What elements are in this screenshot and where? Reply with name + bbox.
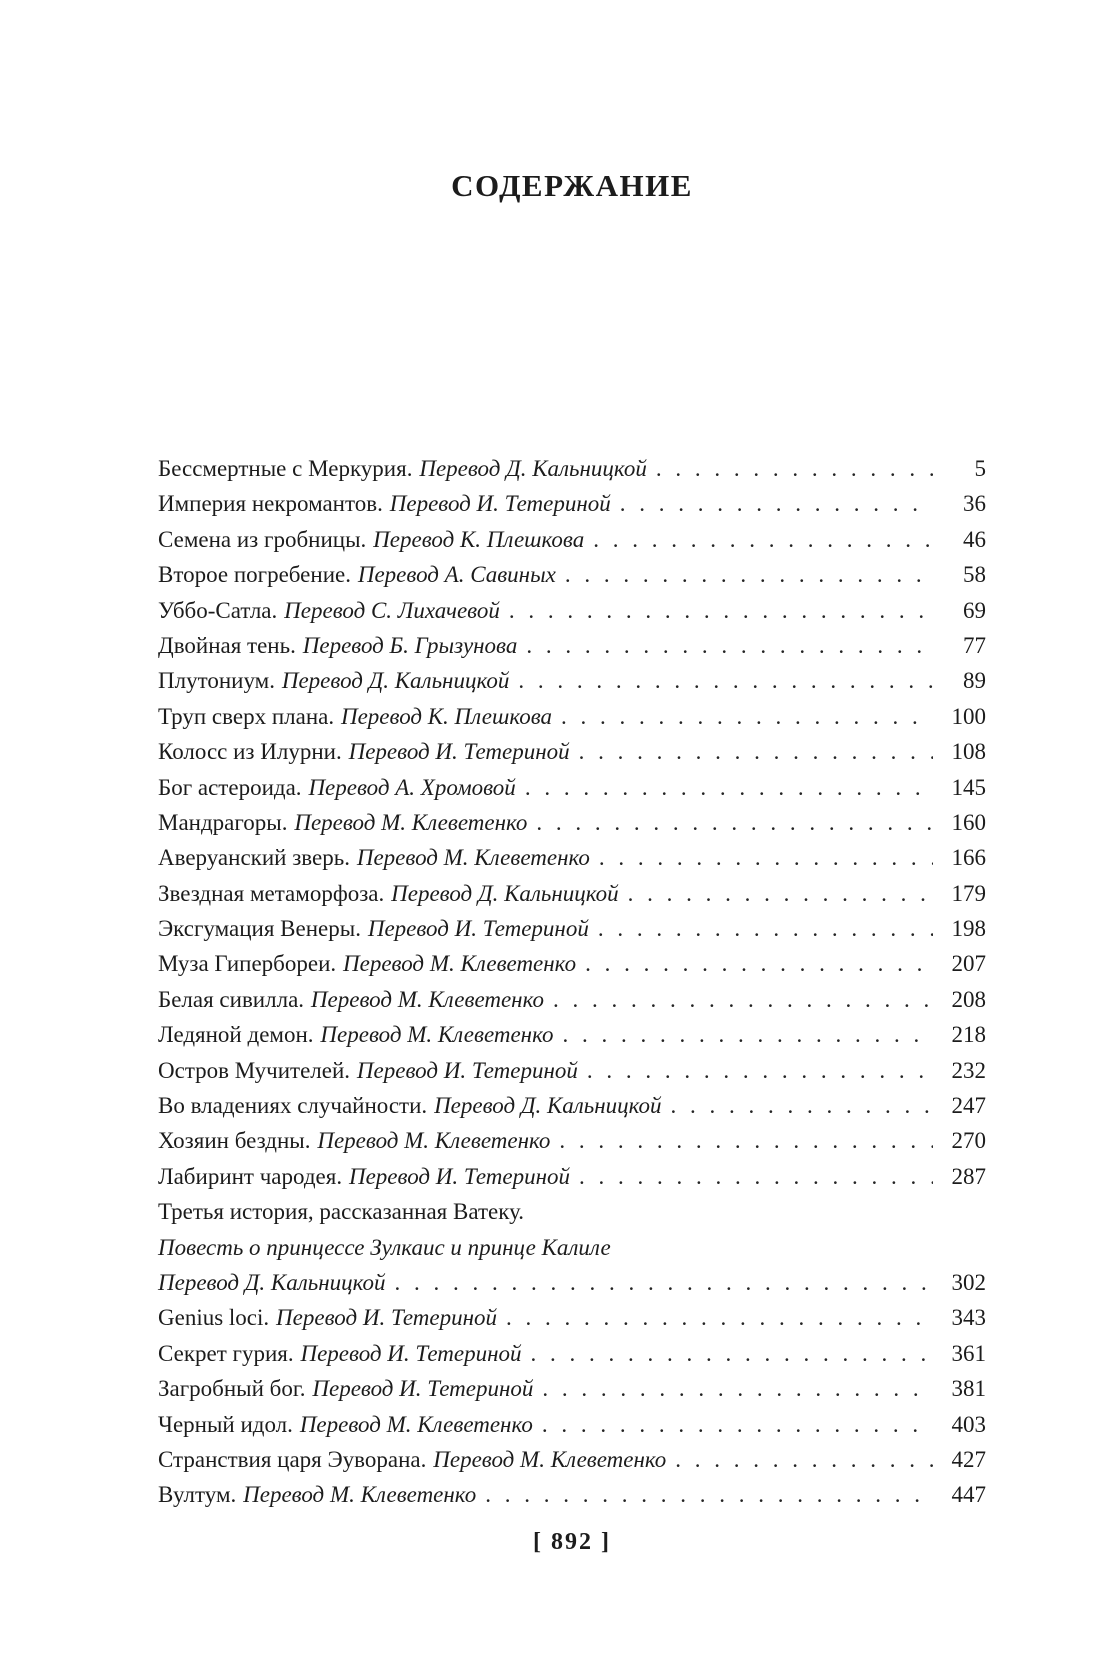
entry-translator: Перевод С. Лихачевой [284,597,500,623]
toc-row [158,734,986,769]
entry-title: Муза Гипербореи. [158,951,337,977]
entry-title: Уббо-Сатла. [158,597,278,623]
dot-leader [656,451,933,486]
entry-translator: Перевод К. Плешкова [340,703,553,729]
dot-leader [394,1265,933,1300]
toc-row [158,593,986,628]
dot-leader [593,522,933,557]
entry-translator: Перевод Д. Кальницкой [434,1093,662,1119]
entry-title: Империя некромантов. [158,491,383,517]
toc-row [158,1371,986,1406]
entry-page-number: 302 [951,1269,986,1295]
entry-translator: Перевод М. Клеветенко [320,1022,554,1048]
dot-leader [506,1300,933,1335]
dot-leader [559,1123,933,1158]
entry-page-number: 179 [951,880,986,906]
entry-page-number: 5 [974,456,986,481]
entry-title: Аверуанский зверь. [158,845,350,871]
entry-page-number: 145 [951,774,986,800]
entry-page-number: 108 [951,739,986,765]
entry-translator: Перевод И. Тетериной [356,1057,578,1083]
entry-translator: Перевод М. Клеветенко [243,1482,477,1508]
entry-page-number: 166 [951,845,986,871]
entry-translator: Перевод Б. Грызунова [302,632,518,658]
toc-row [158,628,986,663]
entry-page-number: 403 [951,1411,986,1437]
toc-row [158,1194,986,1229]
dot-leader [530,1336,933,1371]
dot-leader [542,1371,933,1406]
toc-row [158,1017,986,1052]
entry-translator: Перевод М. Клеветенко [294,809,528,835]
toc-row [158,663,986,698]
toc-row [158,805,986,840]
entry-page-number: 218 [951,1022,986,1048]
entry-page-number: 208 [951,986,986,1012]
toc-row [158,1477,986,1512]
entry-translator: Перевод А. Хромовой [308,774,516,800]
entry-translator: Перевод Д. Кальницкой [419,456,647,481]
dot-leader [542,1407,933,1442]
entry-title: Плутониум. [158,668,275,694]
toc-row [158,946,986,981]
toc-row [158,1336,986,1371]
entry-page-number: 343 [951,1305,986,1331]
dot-leader [561,699,933,734]
entry-title: Двойная тень. [158,632,296,658]
entry-translator: Повесть о принцессе Зулкаис и принце Калиле [158,1234,611,1260]
entry-title: Белая сивилла. [158,986,305,1012]
toc-row [158,1442,986,1477]
entry-translator: Перевод М. Клеветенко [356,845,590,871]
dot-leader [675,1442,933,1477]
entry-translator: Перевод М. Клеветенко [310,986,544,1012]
entry-translator: Перевод М. Клеветенко [343,951,577,977]
toc-row [158,557,986,592]
entry-page-number: 46 [963,526,986,552]
toc-row [158,840,986,875]
toc-row [158,1053,986,1088]
dot-leader [553,982,933,1017]
entry-page-number: 287 [951,1163,986,1189]
toc-row [158,486,986,521]
entry-translator: Перевод Д. Кальницкой [281,668,510,694]
toc-row [158,451,986,486]
dot-leader [485,1477,933,1512]
entry-title: Genius loci. [158,1305,270,1331]
entry-title: Мандрагоры. [158,809,288,835]
entry-translator: Перевод М. Клеветенко [317,1128,551,1154]
entry-page-number: 427 [951,1446,986,1472]
entry-title: Во владениях случайности. [158,1093,428,1119]
toc-row [158,1407,986,1442]
dot-leader [526,628,933,663]
dot-leader [565,557,933,592]
entry-translator: Перевод И. Тетериной [367,916,589,942]
dot-leader [587,1053,933,1088]
entry-translator: Перевод И. Тетериной [348,739,570,765]
entry-title: Семена из гробницы. [158,526,367,552]
entry-translator: Перевод Д. Кальницкой [391,880,619,906]
entry-title: Черный идол. [158,1411,293,1437]
toc-row [158,1088,986,1123]
entry-title: Лабиринт чародея. [158,1163,343,1189]
toc-row [158,982,986,1017]
entry-page-number: 270 [951,1128,986,1154]
entry-translator: Перевод И. Тетериной [276,1305,498,1331]
entry-page-number: 232 [951,1057,986,1083]
entry-page-number: 198 [951,916,986,942]
entry-page-number: 361 [951,1340,986,1366]
toc-row [158,699,986,734]
entry-page-number: 207 [951,951,986,977]
entry-page-number: 77 [963,632,986,658]
entry-page-number: 89 [963,668,986,694]
entry-translator: Перевод К. Плешкова [373,526,585,552]
entry-title: Хозяин бездны. [158,1128,311,1154]
dot-leader [671,1088,933,1123]
entry-page-number: 447 [951,1482,986,1508]
entry-page-number: 381 [951,1376,986,1402]
dot-leader [598,911,933,946]
entry-title: Колосс из Илурни. [158,739,342,765]
entry-page-number: 160 [951,809,986,835]
toc-row [158,1265,986,1300]
entry-translator: Перевод И. Тетериной [348,1163,570,1189]
entry-title: Бессмертные с Меркурия. [158,456,413,481]
entry-translator: Перевод А. Савиных [357,562,556,588]
toc-row [158,1300,986,1335]
entry-translator: Перевод Д. Кальницкой [158,1269,386,1295]
entry-translator: Перевод М. Клеветенко [299,1411,533,1437]
entry-title: Второе погребение. [158,562,351,588]
dot-leader [509,593,933,628]
entry-title: Секрет гурия. [158,1340,294,1366]
toc-row [158,770,986,805]
dot-leader [628,876,933,911]
entry-page-number: 36 [963,491,986,517]
toc-row [158,911,986,946]
entry-translator: Перевод М. Клеветенко [433,1446,667,1472]
dot-leader [579,734,933,769]
entry-title: Труп сверх плана. [158,703,335,729]
dot-leader [585,946,933,981]
entry-title: Странствия царя Эуворана. [158,1446,427,1472]
entry-translator: Перевод И. Тетериной [389,491,611,517]
entry-translator: Перевод И. Тетериной [300,1340,522,1366]
toc-row [158,1123,986,1158]
entry-page-number: 247 [951,1093,986,1119]
entry-title: Ледяной демон. [158,1022,314,1048]
entry-page-number: 69 [963,597,986,623]
entry-title: Загробный бог. [158,1376,306,1402]
folio-page-number: [ 892 ] [533,1528,611,1555]
entry-title: Остров Мучителей. [158,1057,351,1083]
table-of-contents [158,451,986,1513]
entry-title: Третья история, рассказанная Ватеку. [158,1199,525,1225]
dot-leader [562,1017,933,1052]
page-title: СОДЕРЖАНИЕ [451,168,693,203]
toc-row [158,1230,986,1265]
entry-title: Бог астероида. [158,774,302,800]
dot-leader [620,486,933,521]
entry-title: Вултум. [158,1482,237,1508]
toc-row [158,522,986,557]
entry-title: Эксгумация Венеры. [158,916,361,942]
dot-leader [599,840,933,875]
toc-row [158,876,986,911]
toc-row [158,1159,986,1194]
entry-page-number: 100 [951,703,986,729]
entry-translator: Перевод И. Тетериной [312,1376,534,1402]
text-block [158,0,986,1556]
dot-leader [579,1159,933,1194]
dot-leader [525,770,933,805]
entry-title: Звездная метаморфоза. [158,880,385,906]
dot-leader [518,663,933,698]
dot-leader [536,805,933,840]
entry-page-number: 58 [963,562,986,588]
